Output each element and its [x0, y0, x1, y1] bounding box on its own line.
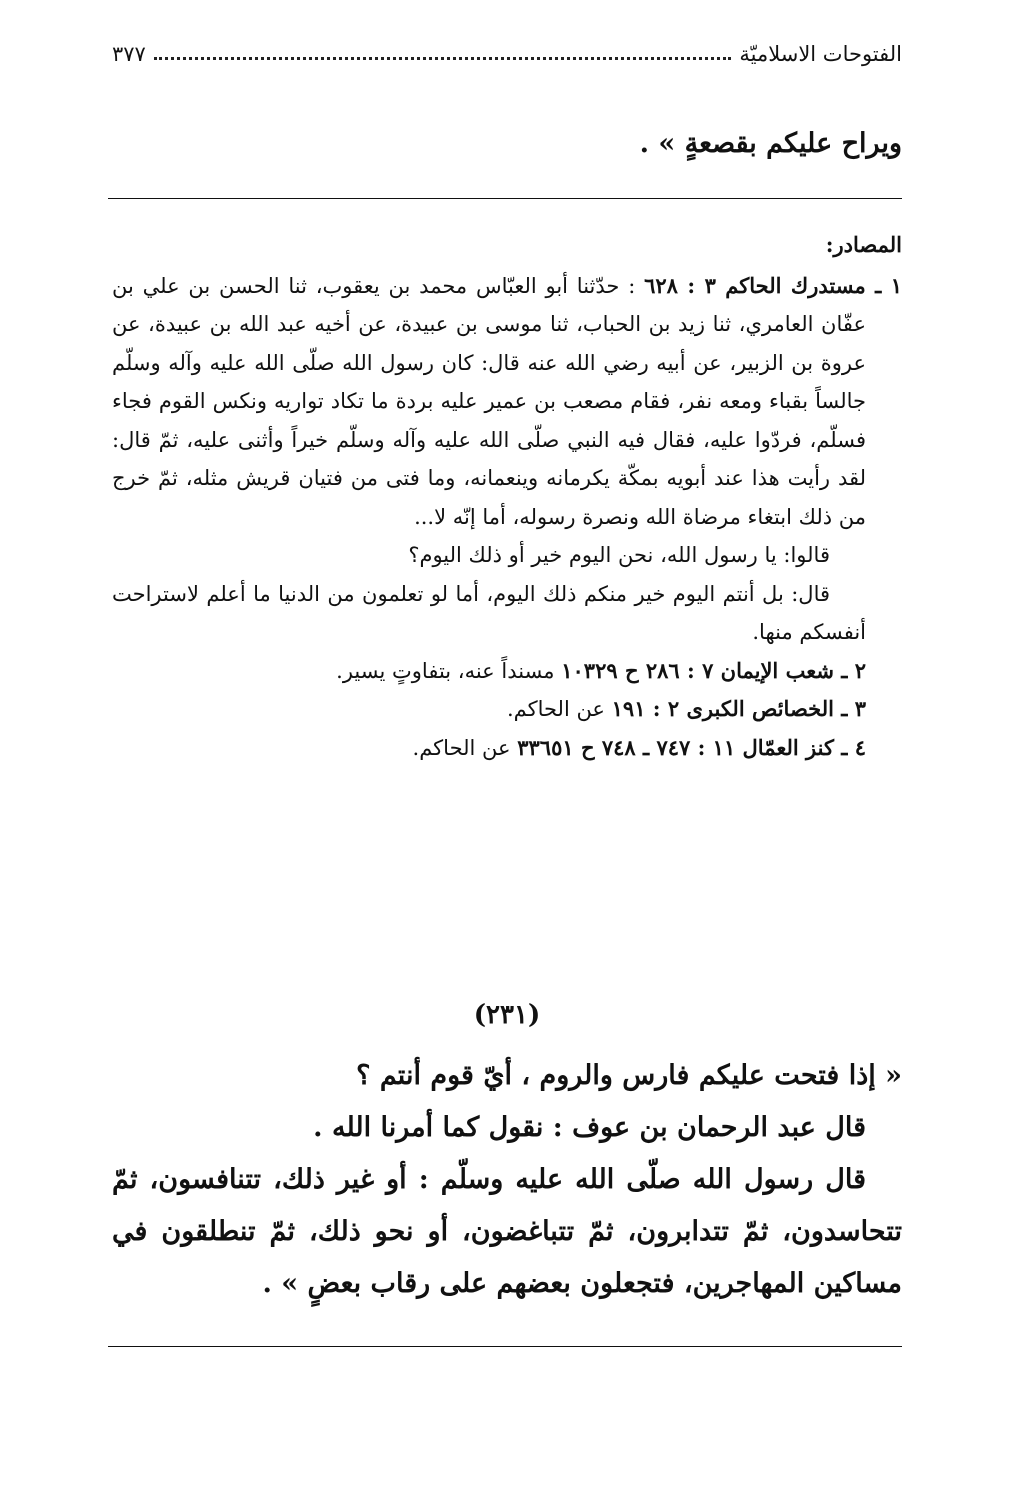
source-item-4: [112, 729, 902, 768]
source-item-3-text: عن الحاكم.: [506, 697, 605, 721]
sources-section: [112, 226, 902, 767]
page-number: ٣٧٧: [112, 42, 146, 66]
bottom-divider-rule: [108, 1346, 902, 1347]
source-item-1: [112, 267, 902, 537]
source-item-2: [112, 652, 902, 691]
source-item-2-text: مسنداً عنه، بتفاوتٍ يسير.: [336, 658, 555, 683]
continuation-text: ويراح عليكم بقصعةٍ » .: [639, 128, 902, 159]
source-item-3-label: ٣ ـ الخصائص الكبرى ٢ : ١٩١: [611, 696, 866, 721]
source-item-3: [112, 690, 902, 729]
quote-paragraph-qalu: قالوا: يا رسول الله، نحن اليوم خير أو ذلك اليوم؟: [408, 543, 830, 567]
source-item-4-label: ٤ ـ كنز العمّال ١١ : ٧٤٧ ـ ٧٤٨ ح ٣٣٦٥١: [517, 734, 866, 760]
hadith-line-2: قال عبد الرحمان بن عوف : نقول كما أمرنا الله .: [313, 1112, 866, 1143]
hadith-number: (٢٣١): [473, 1000, 541, 1030]
hadith-text: [112, 1050, 902, 1310]
hadith-line-1: « إذا فتحت عليكم فارس والروم ، أيّ قوم أنتم ؟: [356, 1060, 902, 1091]
book-title: الفتوحات الاسلاميّة: [739, 42, 902, 66]
source-item-4-text: عن الحاكم.: [412, 735, 511, 760]
hadith-line-3: قال رسول الله صلّى الله عليه وسلّم : أو غير ذلك، تتنافسون، ثمّ تتحاسدون، ثمّ تتدابرون، ثمّ تتباغضون، أو نحو ذلك، ثمّ تنطلقون في مساكين المهاجرين، فتجعلون بعضهم على رقاب بعضٍ » .: [112, 1164, 902, 1299]
source-item-1-text: : حدّثنا أبو العبّاس محمد بن يعقوب، ثنا الحسن بن علي بن عفّان العامري، ثنا زيد بن الحباب، ثنا موسى بن عبيدة، عن أخيه عبد الله بن عبيدة، عن عروة بن الزبير، عن أبيه رضي الله عنه قال: كان رسول الله صلّى الله عليه وآله وسلّم جالساً بقباء ومعه نفر، فقام مصعب بن عمير عليه بردة ما تكاد تواريه ونكس القوم فجاء فسلّم، فردّوا عليه، فقال فيه النبي صلّى الله عليه وآله وسلّم خيراً وأثنى عليه، ثمّ قال: لقد رأيت هذا عند أبويه بمكّة يكرمانه وينعمانه، وما فتى من فتيان قريش مثله، ثمّ خرج من ذلك ابتغاء مرضاة الله ونصرة رسوله، أما إنّه لا...: [112, 273, 866, 529]
quote-paragraph-qal: قال: بل أنتم اليوم خير منكم ذلك اليوم، أما لو تعلمون من الدنيا ما أعلم لاستراحت أنفسكم منها.: [112, 581, 866, 644]
source-item-1-label: ١ ـ مستدرك الحاكم ٣ : ٦٢٨: [644, 272, 902, 298]
divider-rule: [108, 198, 902, 199]
running-header: [112, 34, 902, 74]
source-item-2-label: ٢ ـ شعب الإيمان ٧ : ٢٨٦ ح ١٠٣٢٩: [561, 657, 866, 683]
sources-heading: المصادر:: [825, 232, 902, 257]
dot-leader: [154, 57, 732, 60]
